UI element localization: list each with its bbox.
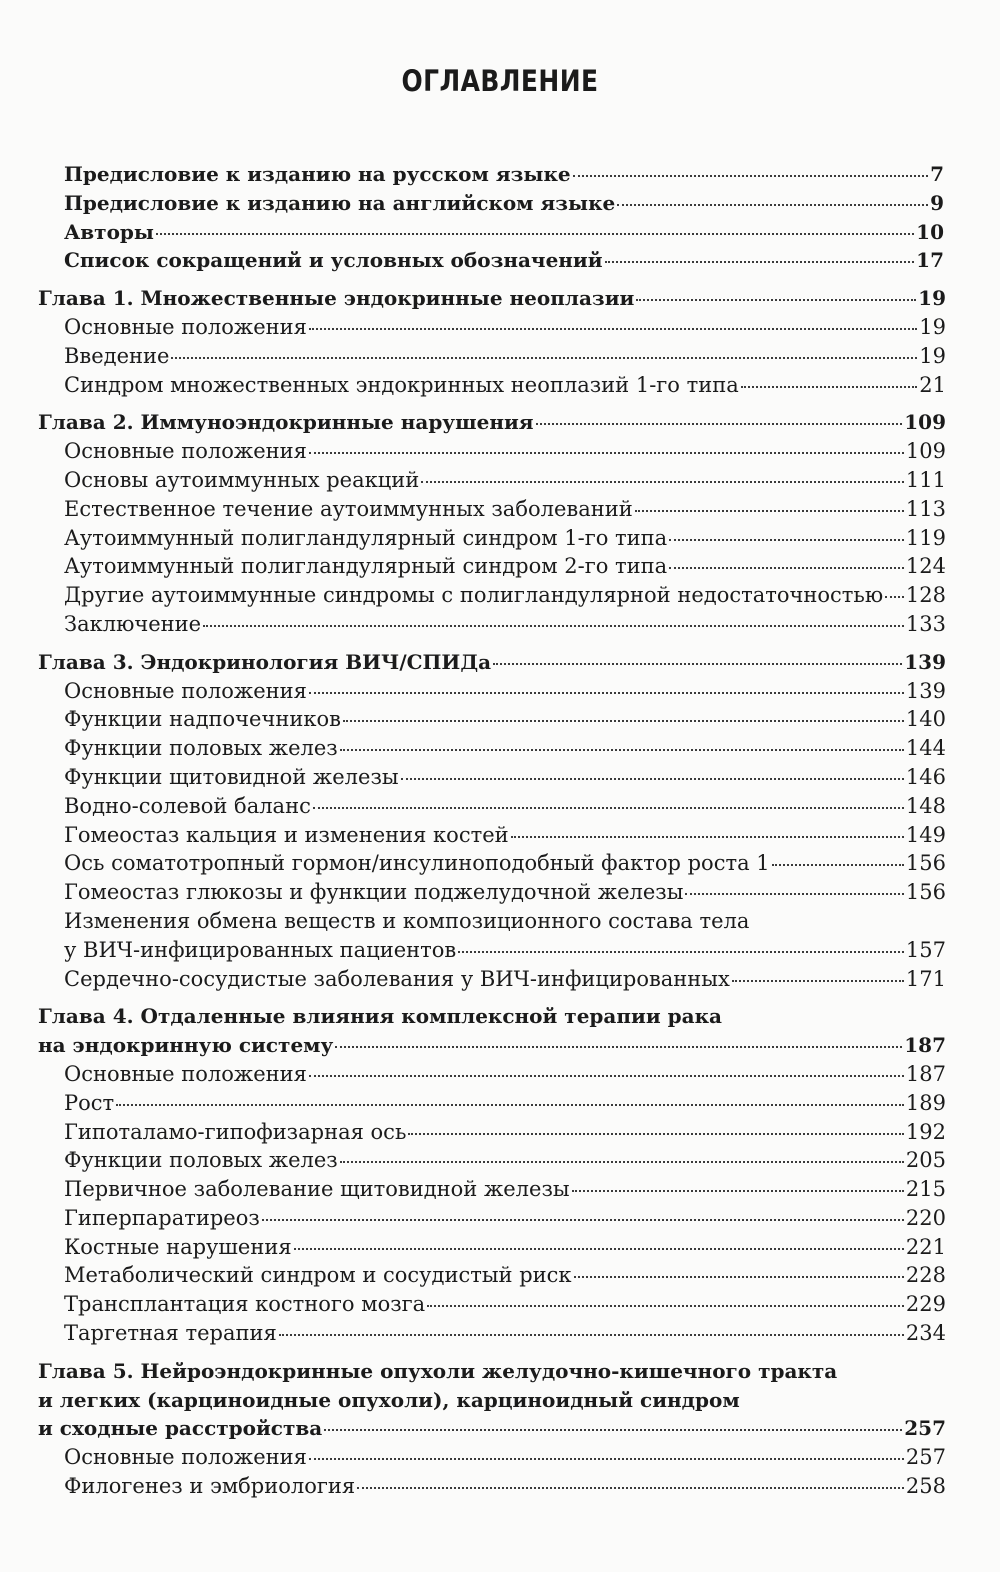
section-entry-page: 113 bbox=[905, 496, 946, 521]
section-entry bbox=[64, 371, 946, 400]
dot-leader bbox=[171, 356, 917, 359]
section-entry bbox=[64, 705, 946, 734]
section-entry-title: Филогенез и эмбриология bbox=[64, 1474, 356, 1499]
dot-leader bbox=[335, 1045, 902, 1048]
section-entry-page: 187 bbox=[905, 1061, 946, 1086]
section-entry-title: Изменения обмена веществ и композиционного состава тела bbox=[64, 908, 750, 933]
chapter-entry-page: 109 bbox=[904, 410, 946, 435]
section-entry-title: Костные нарушения bbox=[64, 1234, 292, 1259]
section-entry-page: 157 bbox=[905, 937, 946, 962]
dot-leader bbox=[635, 509, 904, 512]
section-entry-page: 148 bbox=[905, 793, 946, 818]
chapter-group bbox=[0, 1357, 1000, 1501]
dot-leader bbox=[340, 748, 904, 751]
dot-leader bbox=[340, 1160, 904, 1163]
section-entry-title: Основные положения bbox=[64, 439, 307, 464]
section-entry-page: 257 bbox=[905, 1445, 946, 1470]
dot-leader bbox=[309, 451, 904, 454]
section-entry bbox=[64, 763, 946, 792]
section-entry-title: Функции щитовидной железы bbox=[64, 764, 399, 789]
dot-leader bbox=[279, 1333, 904, 1336]
section-entry-page: 258 bbox=[905, 1474, 946, 1499]
section-entry-page: 140 bbox=[905, 707, 946, 732]
chapter-entry-title: на эндокринную систему bbox=[38, 1033, 334, 1058]
section-entry-page: 21 bbox=[919, 372, 946, 397]
section-entry-page: 128 bbox=[905, 583, 946, 608]
dot-leader bbox=[343, 719, 904, 722]
section-entry-title: Аутоиммунный полигландулярный синдром 2-го типа bbox=[64, 554, 668, 579]
chapter-entry bbox=[38, 284, 946, 313]
section-entry bbox=[64, 1261, 946, 1290]
dot-leader bbox=[685, 892, 903, 895]
front-entry bbox=[64, 189, 944, 218]
section-entry-title: Гомеостаз кальция и изменения костей bbox=[64, 822, 509, 847]
chapter-entry-page: 19 bbox=[918, 286, 946, 311]
front-entry-page: 10 bbox=[916, 219, 944, 244]
dot-leader bbox=[636, 298, 916, 301]
front-entry-page: 7 bbox=[930, 162, 944, 186]
section-entry bbox=[64, 1204, 946, 1233]
dot-leader bbox=[294, 1247, 904, 1250]
section-entry bbox=[64, 965, 946, 994]
section-entry bbox=[64, 878, 946, 907]
dot-leader bbox=[313, 806, 904, 809]
dot-leader bbox=[116, 1103, 904, 1106]
section-entry-title: Введение bbox=[64, 343, 170, 368]
chapter-group bbox=[0, 1002, 1000, 1348]
dot-leader bbox=[262, 1218, 904, 1221]
dot-leader bbox=[885, 595, 904, 598]
section-entry-title: Естественное течение аутоиммунных заболеваний bbox=[64, 496, 633, 521]
section-entry-title: Функции половых желез bbox=[64, 736, 338, 761]
section-entry-title: Функции надпочечников bbox=[64, 707, 341, 732]
chapter-group bbox=[0, 408, 1000, 638]
section-entry-page: 205 bbox=[905, 1148, 946, 1173]
section-entry-title: Гиперпаратиреоз bbox=[64, 1205, 260, 1230]
section-entry-page: 156 bbox=[905, 851, 946, 876]
dot-leader bbox=[203, 624, 904, 627]
section-entry-page: 189 bbox=[905, 1090, 946, 1115]
section-entry bbox=[64, 495, 946, 524]
section-entry bbox=[64, 1472, 946, 1501]
section-entry-title: Таргетная терапия bbox=[64, 1321, 277, 1346]
dot-leader bbox=[156, 232, 914, 235]
section-entry-title: Трансплантация костного мозга bbox=[64, 1292, 426, 1317]
section-entry bbox=[64, 849, 946, 878]
front-matter bbox=[0, 160, 1000, 275]
dot-leader bbox=[421, 480, 904, 483]
front-entry-page: 9 bbox=[930, 190, 944, 215]
dot-leader bbox=[511, 835, 904, 838]
section-entry-page: 221 bbox=[905, 1234, 946, 1259]
dot-leader bbox=[572, 1189, 904, 1192]
section-entry-page: 146 bbox=[905, 764, 946, 789]
dot-leader bbox=[493, 662, 902, 665]
section-entry-page: 19 bbox=[919, 343, 946, 368]
section-entry bbox=[64, 907, 946, 936]
section-entry-title: Гомеостаз глюкозы и функции поджелудочной железы bbox=[64, 880, 684, 905]
page-title: ОГЛАВЛЕНИЕ bbox=[401, 64, 599, 98]
section-entry-title: Гипоталамо-гипофизарная ось bbox=[64, 1119, 407, 1144]
dot-leader bbox=[324, 1428, 902, 1431]
section-entry-page: 144 bbox=[905, 736, 946, 761]
chapter-entry-title: Глава 3. Эндокринология ВИЧ/СПИДа bbox=[38, 649, 492, 674]
dot-leader bbox=[741, 385, 918, 388]
chapter-entry-title: Глава 1. Множественные эндокринные неоплазии bbox=[38, 286, 635, 311]
section-entry-page: 124 bbox=[905, 554, 946, 579]
section-entry bbox=[64, 677, 946, 706]
chapter-entry bbox=[38, 1357, 946, 1386]
section-entry bbox=[64, 552, 946, 581]
section-entry-title: Аутоиммунный полигландулярный синдром 1-го типа bbox=[64, 525, 668, 550]
dot-leader bbox=[309, 1074, 904, 1077]
section-entry-page: 133 bbox=[905, 611, 946, 636]
section-entry bbox=[64, 1118, 946, 1147]
chapter-group bbox=[0, 648, 1000, 994]
section-entry-title: Рост bbox=[64, 1090, 115, 1115]
section-entry-title: Водно-солевой баланс bbox=[64, 793, 311, 818]
chapter-entry-title: и сходные расстройства bbox=[38, 1416, 323, 1441]
dot-leader bbox=[401, 777, 904, 780]
section-entry bbox=[64, 821, 946, 850]
chapter-entry-title: Глава 2. Иммуноэндокринные нарушения bbox=[38, 410, 534, 435]
section-entry-page: 19 bbox=[919, 314, 946, 339]
section-entry-page: 139 bbox=[905, 678, 946, 703]
section-entry-page: 149 bbox=[905, 822, 946, 847]
section-entry bbox=[64, 1089, 946, 1118]
section-entry-title: Метаболический синдром и сосудистый риск bbox=[64, 1263, 572, 1288]
front-entry-title: Предисловие к изданию на русском языке bbox=[64, 162, 571, 186]
chapter-entry-page: 187 bbox=[904, 1033, 946, 1058]
section-entry-page: 119 bbox=[905, 525, 946, 550]
front-entry-title: Список сокращений и условных обозначений bbox=[64, 248, 603, 273]
chapter-entry bbox=[38, 1002, 946, 1031]
section-entry bbox=[64, 1060, 946, 1089]
section-entry-page: 229 bbox=[905, 1292, 946, 1317]
dot-leader bbox=[617, 203, 928, 206]
dot-leader bbox=[669, 566, 904, 569]
dot-leader bbox=[309, 327, 917, 330]
section-entry bbox=[64, 792, 946, 821]
section-entry-title: Функции половых желез bbox=[64, 1148, 338, 1173]
dot-leader bbox=[408, 1132, 904, 1135]
table-of-contents bbox=[0, 160, 1000, 1501]
section-entry-title: Сердечно-сосудистые заболевания у ВИЧ-инфицированных bbox=[64, 966, 730, 991]
section-entry bbox=[64, 610, 946, 639]
dot-leader bbox=[536, 422, 903, 425]
section-entry bbox=[64, 581, 946, 610]
front-entry bbox=[64, 218, 944, 247]
dot-leader bbox=[458, 950, 904, 953]
section-entry-title: Другие аутоиммунные синдромы с полигландулярной недостаточностью bbox=[64, 583, 884, 608]
section-entry-title: Основные положения bbox=[64, 314, 307, 339]
section-entry bbox=[64, 342, 946, 371]
chapter-entry-title: Глава 5. Нейроэндокринные опухоли желудочно-кишечного тракта bbox=[38, 1358, 838, 1383]
front-entry-page: 17 bbox=[916, 248, 944, 273]
section-entry-page: 220 bbox=[905, 1205, 946, 1230]
section-entry-page: 109 bbox=[905, 439, 946, 464]
section-entry bbox=[64, 936, 946, 965]
front-entry-title: Авторы bbox=[64, 219, 154, 244]
section-entry-page: 215 bbox=[905, 1177, 946, 1202]
section-entry-title: Основные положения bbox=[64, 678, 307, 703]
dot-leader bbox=[772, 863, 904, 866]
chapter-entry bbox=[38, 648, 946, 677]
section-entry-title: Основные положения bbox=[64, 1061, 307, 1086]
chapter-entry-title: и легких (карциноидные опухоли), карциноидный синдром bbox=[38, 1387, 740, 1412]
chapter-entry bbox=[38, 1031, 946, 1060]
section-entry bbox=[64, 437, 946, 466]
dot-leader bbox=[732, 979, 904, 982]
dot-leader bbox=[574, 1275, 904, 1278]
section-entry bbox=[64, 1443, 946, 1472]
front-entry bbox=[64, 160, 944, 189]
chapters-list bbox=[0, 284, 1000, 1501]
chapter-entry-page: 139 bbox=[904, 649, 946, 674]
chapter-entry bbox=[38, 1414, 946, 1443]
section-entry-title: Ось соматотропный гормон/инсулиноподобный фактор роста 1 bbox=[64, 851, 770, 876]
section-entry-title: Первичное заболевание щитовидной железы bbox=[64, 1177, 570, 1202]
section-entry-page: 111 bbox=[905, 467, 946, 492]
front-entry-title: Предисловие к изданию на английском языке bbox=[64, 190, 616, 215]
section-entry-page: 234 bbox=[905, 1321, 946, 1346]
section-entry-title: Основные положения bbox=[64, 1445, 307, 1470]
chapter-entry bbox=[38, 1386, 946, 1415]
section-entry-page: 228 bbox=[905, 1263, 946, 1288]
section-entry bbox=[64, 734, 946, 763]
dot-leader bbox=[573, 174, 928, 177]
section-entry bbox=[64, 1175, 946, 1204]
section-entry-page: 171 bbox=[905, 966, 946, 991]
section-entry bbox=[64, 1319, 946, 1348]
dot-leader bbox=[669, 538, 904, 541]
section-entry-title: Заключение bbox=[64, 611, 202, 636]
section-entry-title: Синдром множественных эндокринных неоплазий 1-го типа bbox=[64, 372, 739, 397]
front-entry bbox=[64, 246, 944, 275]
chapter-entry-page: 257 bbox=[904, 1416, 946, 1441]
section-entry bbox=[64, 524, 946, 553]
section-entry-page: 192 bbox=[905, 1119, 946, 1144]
section-entry bbox=[64, 1146, 946, 1175]
dot-leader bbox=[427, 1304, 904, 1307]
section-entry-title: у ВИЧ-инфицированных пациентов bbox=[64, 937, 457, 962]
dot-leader bbox=[309, 1457, 904, 1460]
chapter-entry bbox=[38, 408, 946, 437]
section-entry bbox=[64, 1233, 946, 1262]
chapter-group bbox=[0, 284, 1000, 399]
dot-leader bbox=[309, 691, 904, 694]
section-entry-title: Основы аутоиммунных реакций bbox=[64, 467, 420, 492]
section-entry bbox=[64, 1290, 946, 1319]
chapter-entry-title: Глава 4. Отдаленные влияния комплексной терапии рака bbox=[38, 1004, 722, 1029]
section-entry-page: 156 bbox=[905, 880, 946, 905]
dot-leader bbox=[605, 260, 915, 263]
section-entry bbox=[64, 466, 946, 495]
dot-leader bbox=[357, 1486, 904, 1489]
section-entry bbox=[64, 313, 946, 342]
